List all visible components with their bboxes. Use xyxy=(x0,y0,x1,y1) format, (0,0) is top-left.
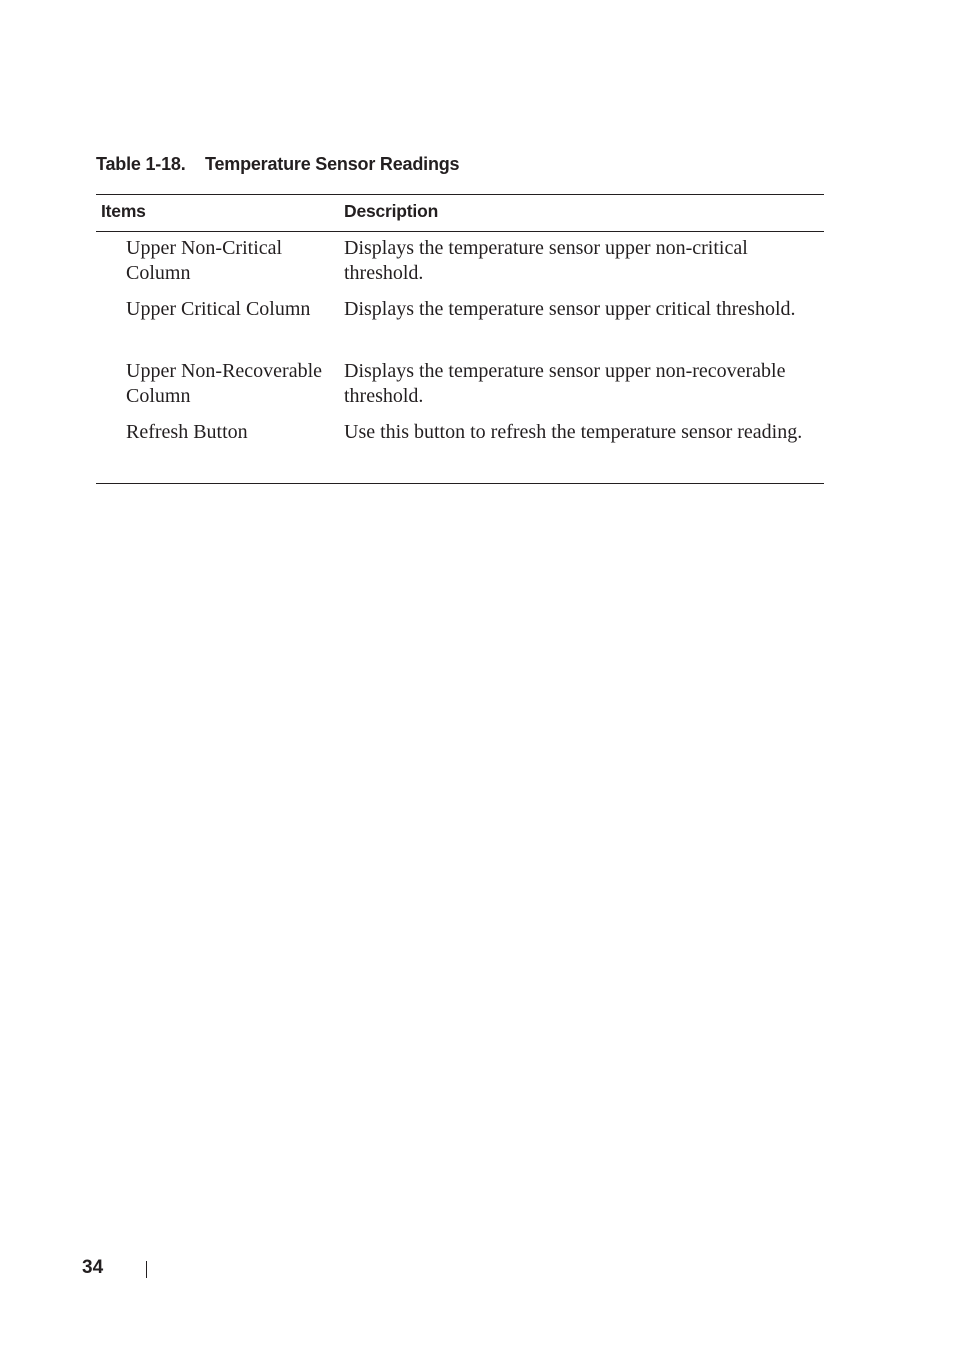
footer-divider xyxy=(146,1261,147,1278)
table-row xyxy=(96,234,824,295)
table-header xyxy=(96,195,824,231)
table-caption-title: Temperature Sensor Readings xyxy=(205,154,460,174)
table-body xyxy=(96,232,824,483)
table-row xyxy=(96,418,824,479)
column-header-description: Description xyxy=(344,201,439,221)
row-item: Upper Critical Column xyxy=(126,298,311,321)
row-description: Displays the temperature sensor upper non-critical threshold. xyxy=(344,237,748,284)
row-description: Displays the temperature sensor upper critical threshold. xyxy=(344,298,796,321)
temperature-sensor-table xyxy=(96,194,824,484)
row-item: Upper Non-Critical Column xyxy=(126,237,283,284)
row-item: Refresh Button xyxy=(126,420,248,443)
row-item: Upper Non-Recoverable Column xyxy=(126,359,323,407)
table-caption-label: Table 1-18. xyxy=(96,154,186,174)
column-header-items: Items xyxy=(101,201,146,221)
table-bottom-rule xyxy=(96,483,824,484)
row-description: Displays the temperature sensor upper non-recoverable threshold. xyxy=(344,359,786,407)
row-description: Use this button to refresh the temperature sensor reading. xyxy=(344,420,803,443)
table-row xyxy=(96,295,824,356)
table-row xyxy=(96,357,824,418)
table-caption xyxy=(96,154,459,175)
page-number: 34 xyxy=(82,1257,104,1278)
